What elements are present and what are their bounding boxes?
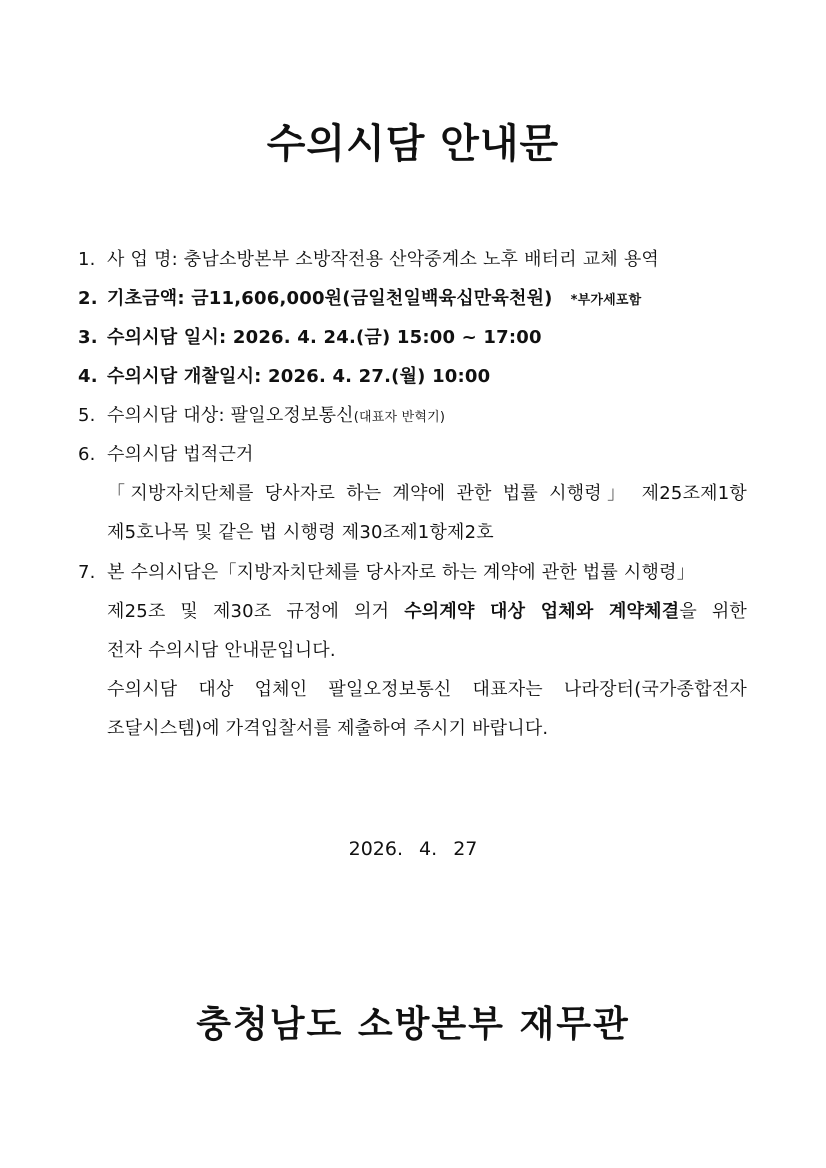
legal-basis-line: 「지방자치단체를 당사자로 하는 계약에 관한 법률 시행령」 제25조제1항 — [107, 483, 747, 504]
item-value: 팔일오정보통신 — [230, 405, 354, 426]
item-number: 4. — [78, 366, 98, 387]
item-legal-basis — [78, 442, 254, 468]
item-opening-datetime — [78, 364, 490, 390]
item-number: 7. — [78, 562, 96, 583]
item-notice-purpose — [78, 560, 747, 586]
item-label: 사 업 명: — [107, 249, 178, 270]
notice-text: 제25조 및 제30조 규정에 의거 — [107, 601, 390, 622]
notice-text: 을 위한 — [679, 601, 748, 622]
item-value: 2026. 4. 27.(월) 10:00 — [268, 366, 491, 387]
item-number: 5. — [78, 405, 96, 426]
item-value: 금11,606,000원(금일천일백육십만육천원) — [191, 288, 553, 309]
item-number: 6. — [78, 444, 96, 465]
notice-line — [107, 599, 747, 625]
issuer-signature: 충청남도 소방본부 재무관 — [196, 1004, 630, 1045]
item-number: 2. — [78, 288, 98, 309]
item-target — [78, 403, 445, 431]
item-value: 충남소방본부 소방작전용 산악중계소 노후 배터리 교체 용역 — [183, 249, 660, 270]
vat-note: *부가세포함 — [570, 293, 642, 308]
representative-note: (대표자 반혁기) — [353, 410, 446, 425]
notice-line: 전자 수의시담 안내문입니다. — [107, 640, 336, 661]
item-number: 1. — [78, 249, 96, 270]
item-value: 2026. 4. 24.(금) 15:00 ~ 17:00 — [232, 327, 542, 348]
item-negotiation-datetime — [78, 325, 542, 351]
item-label: 수의시담 개찰일시: — [107, 366, 262, 387]
item-label: 수의시담 대상: — [107, 405, 225, 426]
notice-line: 본 수의시담은「지방자치단체를 당사자로 하는 계약에 관한 법률 시행령」 — [107, 562, 695, 583]
item-label: 수의시담 일시: — [107, 327, 227, 348]
item-number: 3. — [78, 327, 98, 348]
legal-basis-line: 제5호나목 및 같은 법 시행령 제30조제1항제2호 — [107, 522, 494, 543]
document-date: 2026. 4. 27 — [348, 838, 478, 860]
notice-emphasis: 수의계약 대상 업체와 계약체결 — [404, 601, 680, 622]
notice-line: 수의시담 대상 업체인 팔일오정보통신 대표자는 나라장터(국가종합전자 — [107, 679, 747, 700]
item-label: 수의시담 법적근거 — [107, 444, 254, 465]
item-project-name — [78, 247, 659, 273]
document-title: 수의시담 안내문 — [266, 121, 560, 167]
notice-line: 조달시스템)에 가격입찰서를 제출하여 주시기 바랍니다. — [107, 718, 549, 739]
item-label: 기초금액: — [107, 288, 185, 309]
item-base-amount — [78, 286, 641, 314]
